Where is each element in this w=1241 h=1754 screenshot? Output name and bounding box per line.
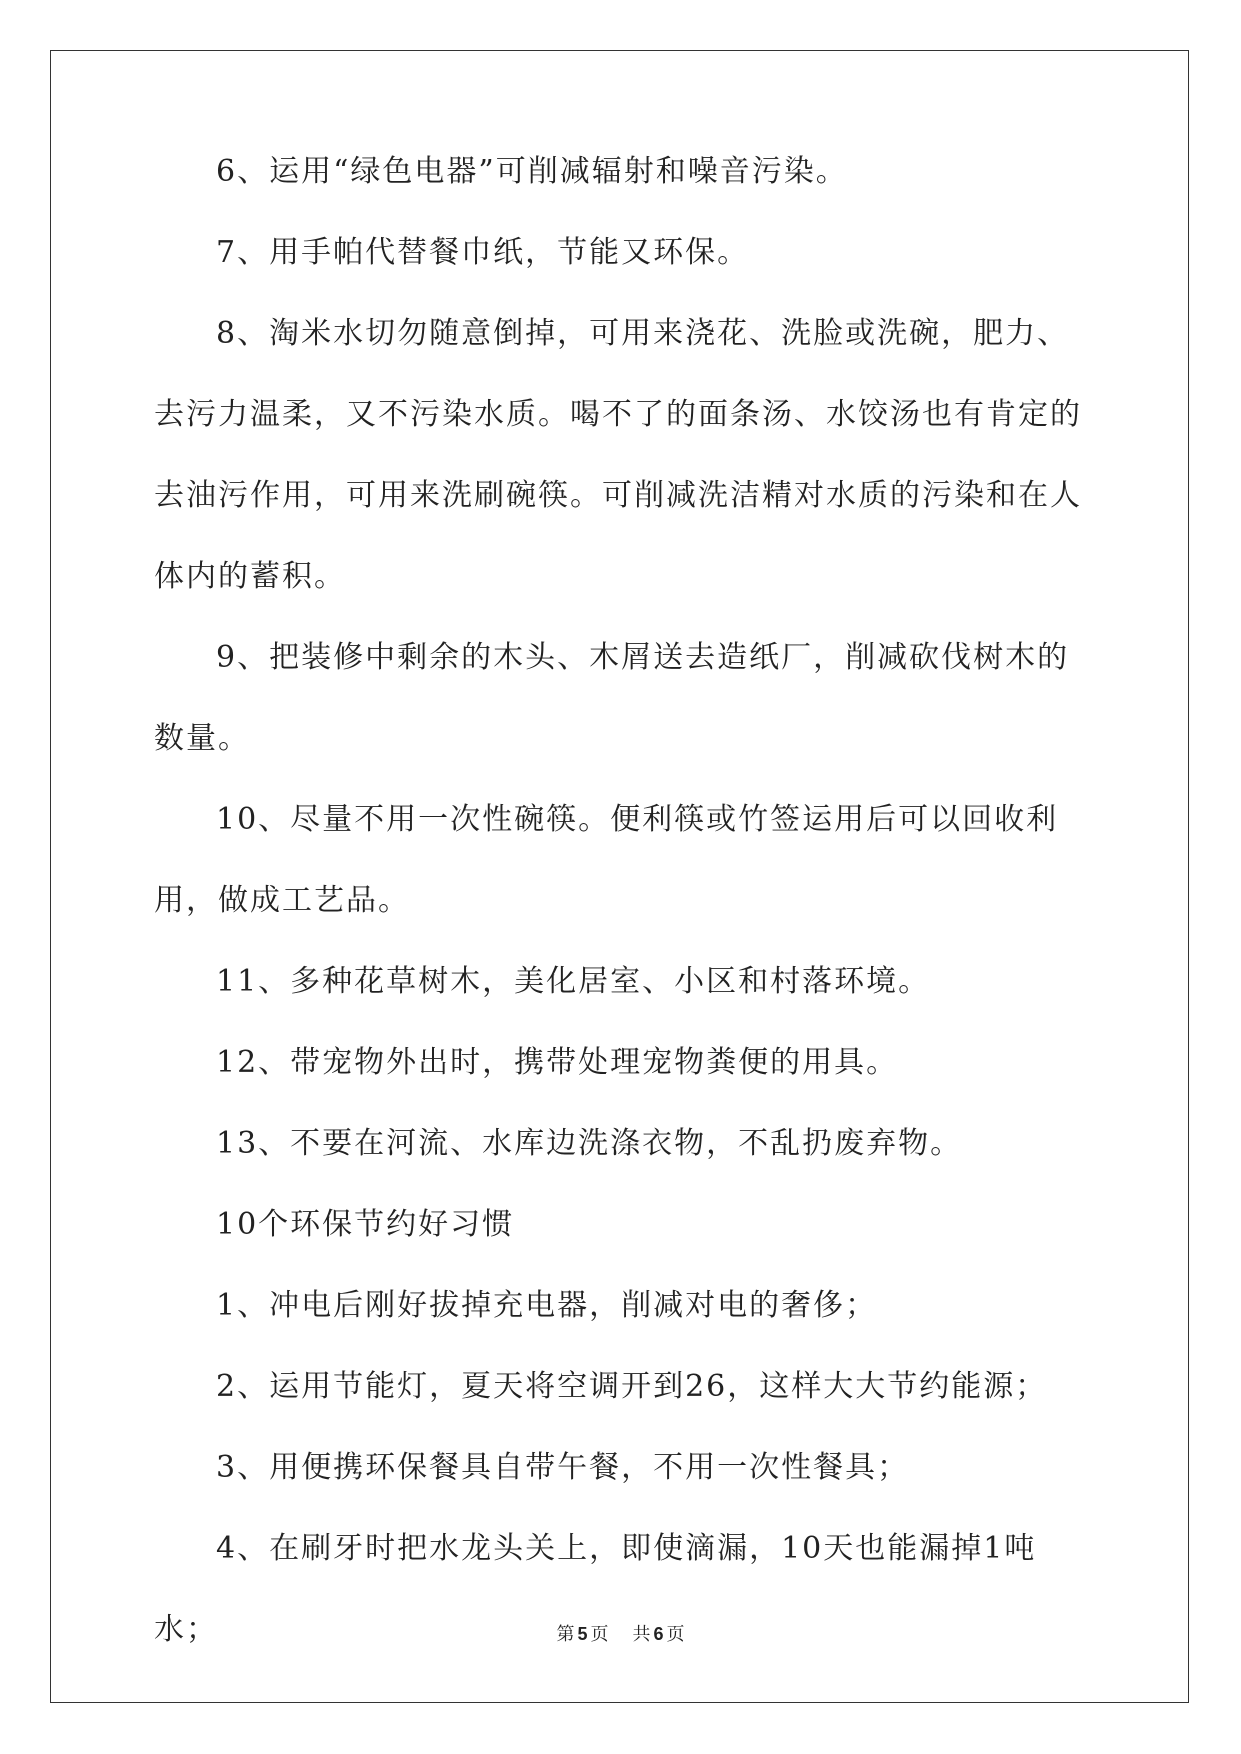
footer-prefix: 第 xyxy=(556,1624,575,1645)
footer-page-suffix: 页 xyxy=(590,1624,609,1645)
paragraph-7: 7、用手帕代替餐巾纸，节能又环保。 xyxy=(216,235,750,270)
paragraph-12: 12、带宠物外出时，携带处理宠物粪便的用具。 xyxy=(216,1045,899,1080)
footer-total-suffix: 页 xyxy=(666,1624,685,1645)
document-body xyxy=(154,131,1094,1670)
paragraph-9: 9、把装修中剩余的木头、木屑送去造纸厂，削减砍伐树木的数量。 xyxy=(154,640,1070,756)
paragraph-10: 10、尽量不用一次性碗筷。便利筷或竹签运用后可以回收利用，做成工艺品。 xyxy=(154,802,1059,918)
section-heading: 10个环保节约好习惯 xyxy=(216,1207,515,1242)
paragraph-6: 6、运用“绿色电器”可削减辐射和噪音污染。 xyxy=(216,154,848,189)
habit-item-4: 4、在刷牙时把水龙头关上，即使滴漏，10天也能漏掉1吨水； xyxy=(154,1531,1037,1647)
habit-item-2: 2、运用节能灯，夏天将空调开到26，这样大大节约能源； xyxy=(216,1369,1048,1404)
paragraph-13: 13、不要在河流、水库边洗涤衣物，不乱扔废弃物。 xyxy=(216,1126,963,1161)
habit-item-1: 1、冲电后刚好拔掉充电器，削减对电的奢侈； xyxy=(216,1288,878,1323)
paragraph-8: 8、淘米水切勿随意倒掉，可用来浇花、洗脸或洗碗，肥力、去污力温柔，又不污染水质。喝不了的面条汤、水饺汤也有肯定的去油污作用，可用来洗刷碗筷。可削减洗洁精对水质的污染和在人体内的蓄积。 xyxy=(154,316,1082,594)
paragraph-11: 11、多种花草树木，美化居室、小区和村落环境。 xyxy=(216,964,931,999)
total-pages-number: 6 xyxy=(653,1624,664,1644)
page-footer xyxy=(0,1620,1241,1646)
current-page-number: 5 xyxy=(577,1624,588,1644)
footer-total-prefix: 共 xyxy=(632,1624,651,1645)
habit-item-3: 3、用便携环保餐具自带午餐，不用一次性餐具； xyxy=(216,1450,910,1485)
